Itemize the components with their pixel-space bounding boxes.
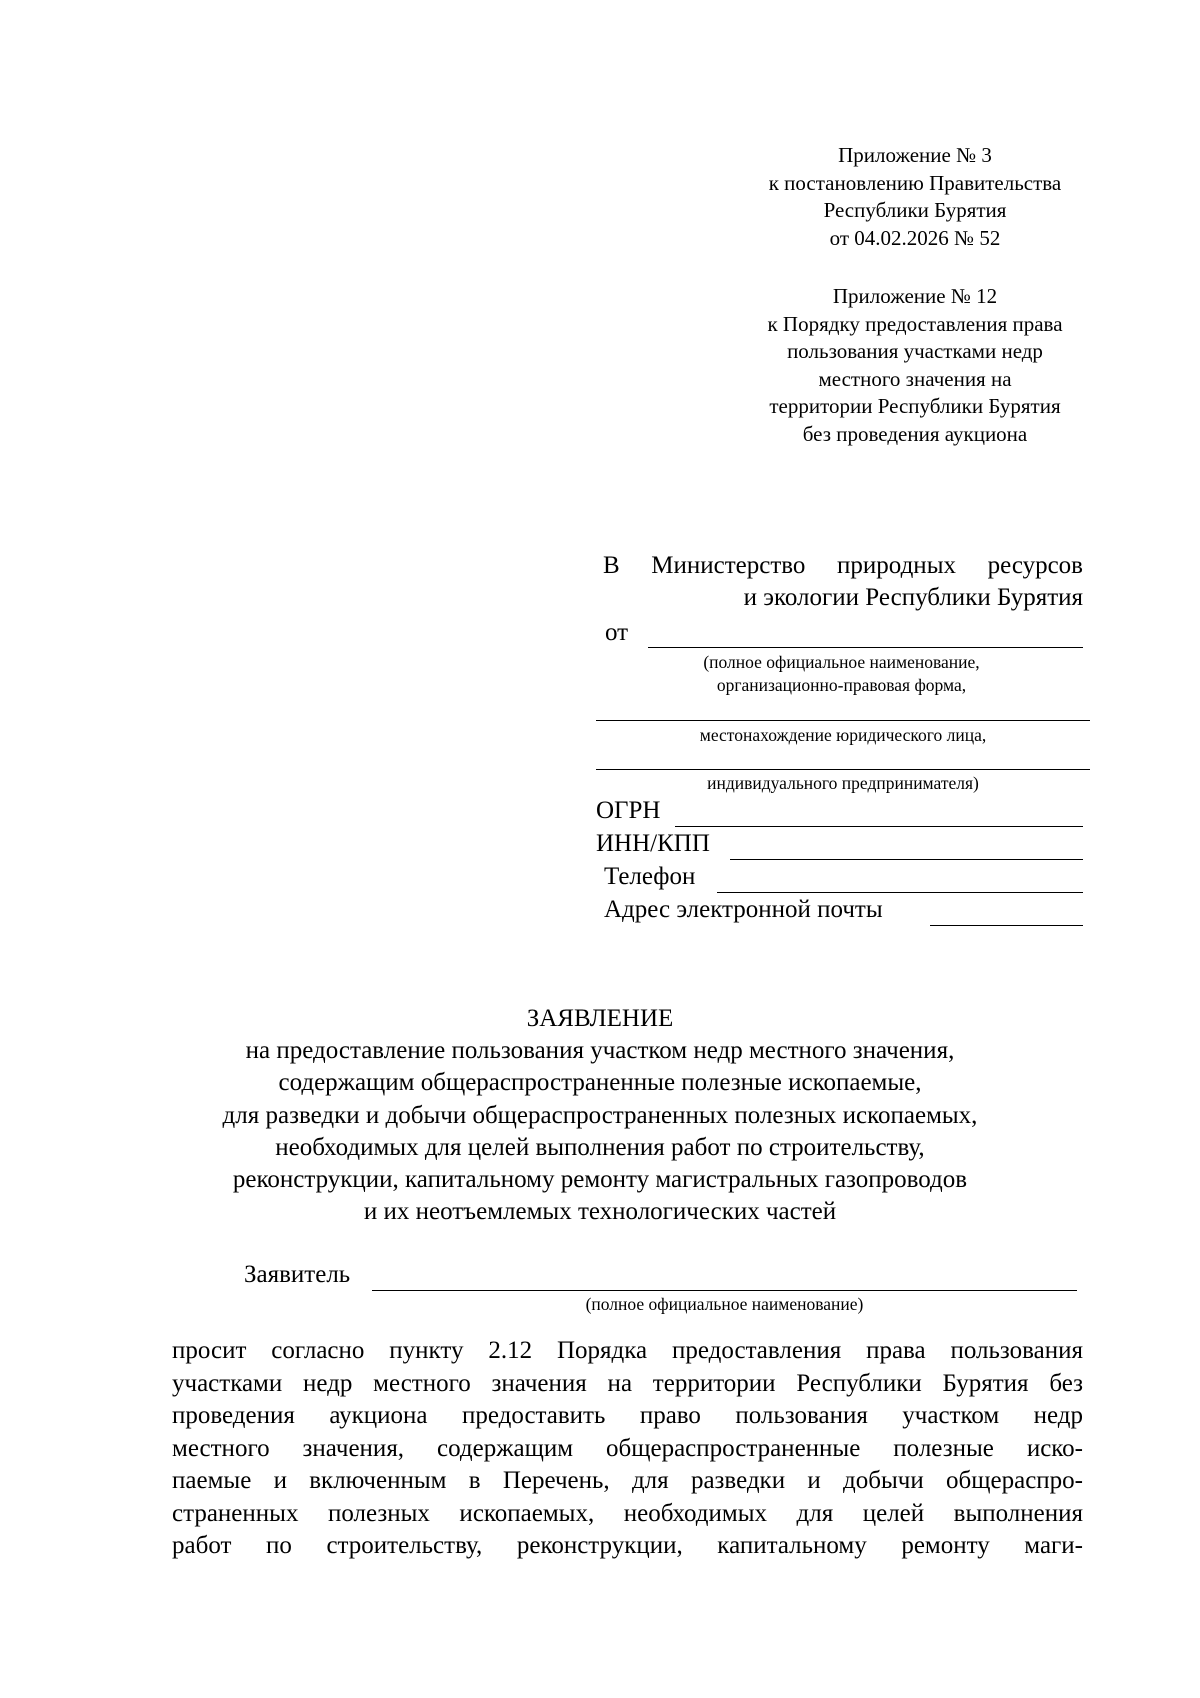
title-line: на предоставление пользования участком недр местного значения,: [245, 1037, 955, 1065]
from-label: от: [605, 619, 629, 646]
appendix-12-line: к Порядку предоставления права: [767, 311, 1063, 336]
body-line: страненных полезных ископаемых, необходимых для целей выполнения: [172, 1499, 1083, 1527]
email-label: Адрес электронной почты: [604, 896, 883, 923]
body-line: просит согласно пункту 2.12 Порядка предоставления права пользования: [172, 1337, 1083, 1364]
applicant-label: Заявитель: [244, 1261, 351, 1288]
title-line: и их неотъемлемых технологических частей: [363, 1198, 837, 1226]
ogrn-field-line[interactable]: [675, 826, 1083, 827]
body-paragraph: [172, 1335, 1083, 1563]
caption-legal-form: организационно-правовая форма,: [716, 675, 967, 695]
addressee-line-1: В Министерство природных ресурсов: [603, 552, 1083, 579]
appendix-3-line: Республики Бурятия: [823, 198, 1007, 222]
document-title: [100, 1003, 1100, 1228]
caption-full-name: (полное официальное наименование,: [703, 652, 980, 672]
appendix-3-line: к постановлению Правительства: [768, 170, 1062, 195]
addressee-line-2: и экологии Республики Бурятия: [743, 584, 1083, 611]
appendix-3-line: Приложение № 3: [838, 143, 992, 167]
org-field-line-1[interactable]: [596, 720, 1090, 721]
title-line: реконструкции, капитальному ремонту магистральных газопроводов: [232, 1166, 968, 1194]
appendix-3-header: [735, 142, 1095, 252]
applicant-field-line[interactable]: [372, 1290, 1077, 1291]
body-line: работ по строительству, реконструкции, капитальному ремонту маги-: [172, 1532, 1083, 1559]
caption-location: местонахождение юридического лица,: [699, 725, 987, 745]
body-line: участками недр местного значения на территории Республики Бурятия без: [172, 1369, 1083, 1397]
applicant-caption: (полное официальное наименование): [585, 1294, 864, 1314]
appendix-12-line: пользования участками недр: [787, 339, 1043, 363]
appendix-3-line: от 04.02.2026 № 52: [829, 225, 1001, 250]
appendix-12-line: без проведения аукциона: [802, 421, 1028, 446]
title-line: для разведки и добычи общераспространенных полезных ископаемых,: [222, 1101, 978, 1129]
ogrn-label: ОГРН: [596, 797, 661, 824]
inn-kpp-label: ИНН/КПП: [596, 830, 710, 857]
email-field-line[interactable]: [930, 925, 1083, 926]
inn-kpp-field-line[interactable]: [730, 859, 1083, 860]
org-field-line-2[interactable]: [596, 769, 1090, 770]
title-line: содержащим общераспространенные полезные ископаемые,: [278, 1069, 922, 1097]
body-line: паемые и включенным в Перечень, для разведки и добычи общераспро-: [172, 1467, 1083, 1494]
title-heading: ЗАЯВЛЕНИЕ: [526, 1005, 674, 1032]
body-line: проведения аукциона предоставить право пользования участком недр: [172, 1402, 1083, 1429]
from-field-line[interactable]: [648, 647, 1083, 648]
appendix-12-line: территории Республики Бурятия: [769, 394, 1061, 418]
phone-label: Телефон: [604, 863, 696, 890]
title-line: необходимых для целей выполнения работ по строительству,: [275, 1133, 925, 1161]
appendix-12-line: Приложение № 12: [832, 284, 998, 308]
phone-field-line[interactable]: [717, 892, 1083, 893]
appendix-12-header: [735, 283, 1095, 448]
body-line: местного значения, содержащим общераспространенные полезные иско-: [172, 1434, 1083, 1462]
caption-entrepreneur: индивидуального предпринимателя): [707, 773, 979, 793]
appendix-12-line: местного значения на: [818, 366, 1012, 391]
